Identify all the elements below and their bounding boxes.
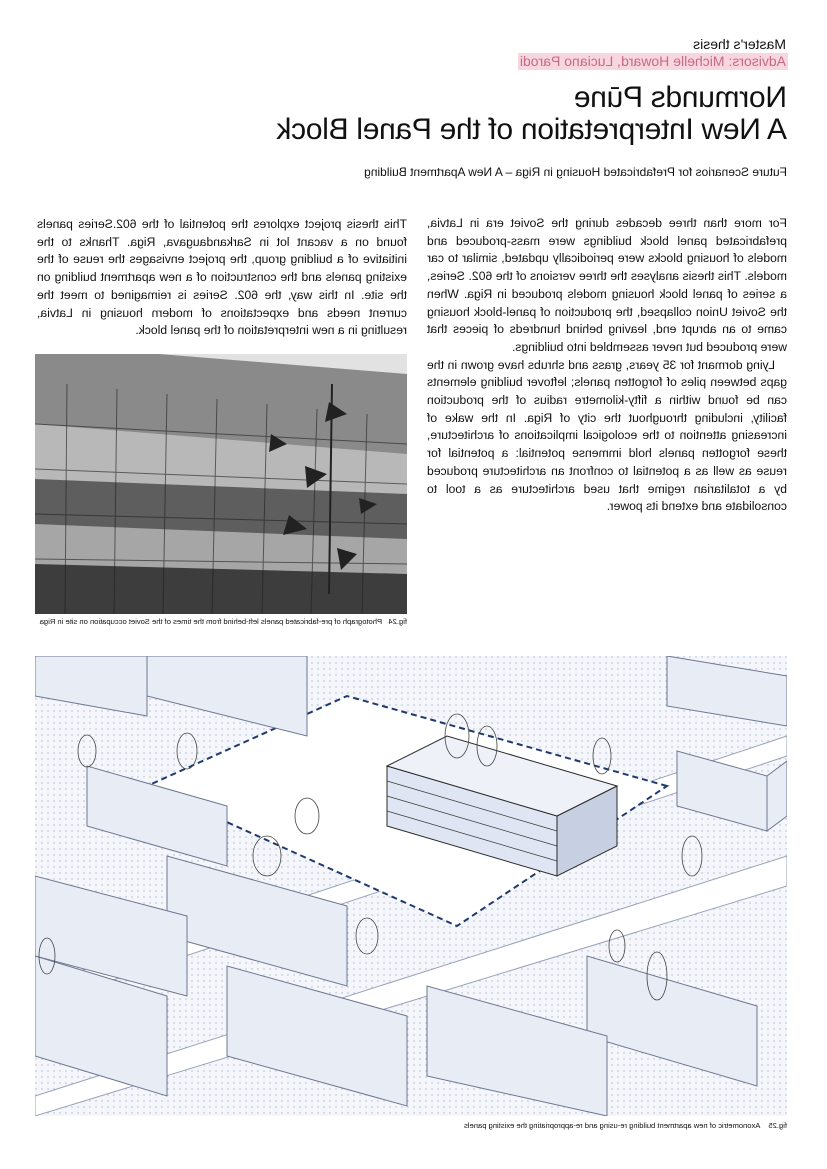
body-paragraph-1: For more than three decades during the Soviet era in Latvia, prefabricated panel block buildings were mass-produced and models of housing blocks were periodically updated, similar to car models. This thesis analyses the three versions of the 602. Series, a series of panel block housing models produced in Riga. When the Soviet Union collapsed, the production of panel-block housing came to an abrupt end, leaving behind hundreds of pieces that were produced but never assembled into buildings. <box>427 216 787 354</box>
axonometric-drawing <box>35 656 787 1116</box>
site-photo <box>35 354 407 614</box>
fig25-caption: Axonometric of new apartment building re-using and re-appropriating the existing panels <box>464 1121 761 1130</box>
fig25-caption-block <box>35 1121 787 1131</box>
fig24-number: fig.24 <box>388 617 407 626</box>
page-subtitle: Future Scenarios for Prefabricated Housing in Riga – A New Apartment Building <box>364 165 787 179</box>
fig25-number: fig.25 <box>768 1121 787 1130</box>
intro-paragraph: This thesis project explores the potential of the 602.Series panels found on a vacant lot in Sarkandaugava, Riga. Thanks to the initiative of a building group, the project envisages the reuse of the existing panels and the construction of a new apartment building on the site. In this way, the 602. Series is reimagined to meet the current needs and expectations of modern housing in Latvia, resulting in a new interpretation of the panel block. <box>37 217 407 338</box>
fig24-caption-block <box>35 617 407 627</box>
page-title: A New Interpretation of the Panel Block <box>276 113 787 146</box>
fig24-caption: Photograph of pre-fabricated panels left-behind from the times of the Soviet occupation on site in Riga <box>39 617 383 626</box>
author-name: Normunds Pūne <box>574 81 787 114</box>
thesis-label: Master's thesis <box>693 36 786 52</box>
body-column <box>427 215 787 516</box>
site-photo-illustration <box>35 354 407 614</box>
axonometric-illustration <box>35 656 787 1116</box>
advisors-label: Advisors: Michelle Howard, Luciano Parodi <box>519 53 786 69</box>
body-paragraph-2: Lying dormant for 35 years, grass and shrubs have grown in the gaps between piles of forgotten panels; leftover building elements can be found within a fifty-kilometre radius of the production facility, including throughout the city of Riga. In the wake of increasing attention to the ecological implications of architecture, these forgotten panels hold immense potential: a potential for reuse as well as a potential to confront an architecture produced by a totalitarian regime that used architecture as a tool to consolidate and extend its power. <box>427 357 787 514</box>
